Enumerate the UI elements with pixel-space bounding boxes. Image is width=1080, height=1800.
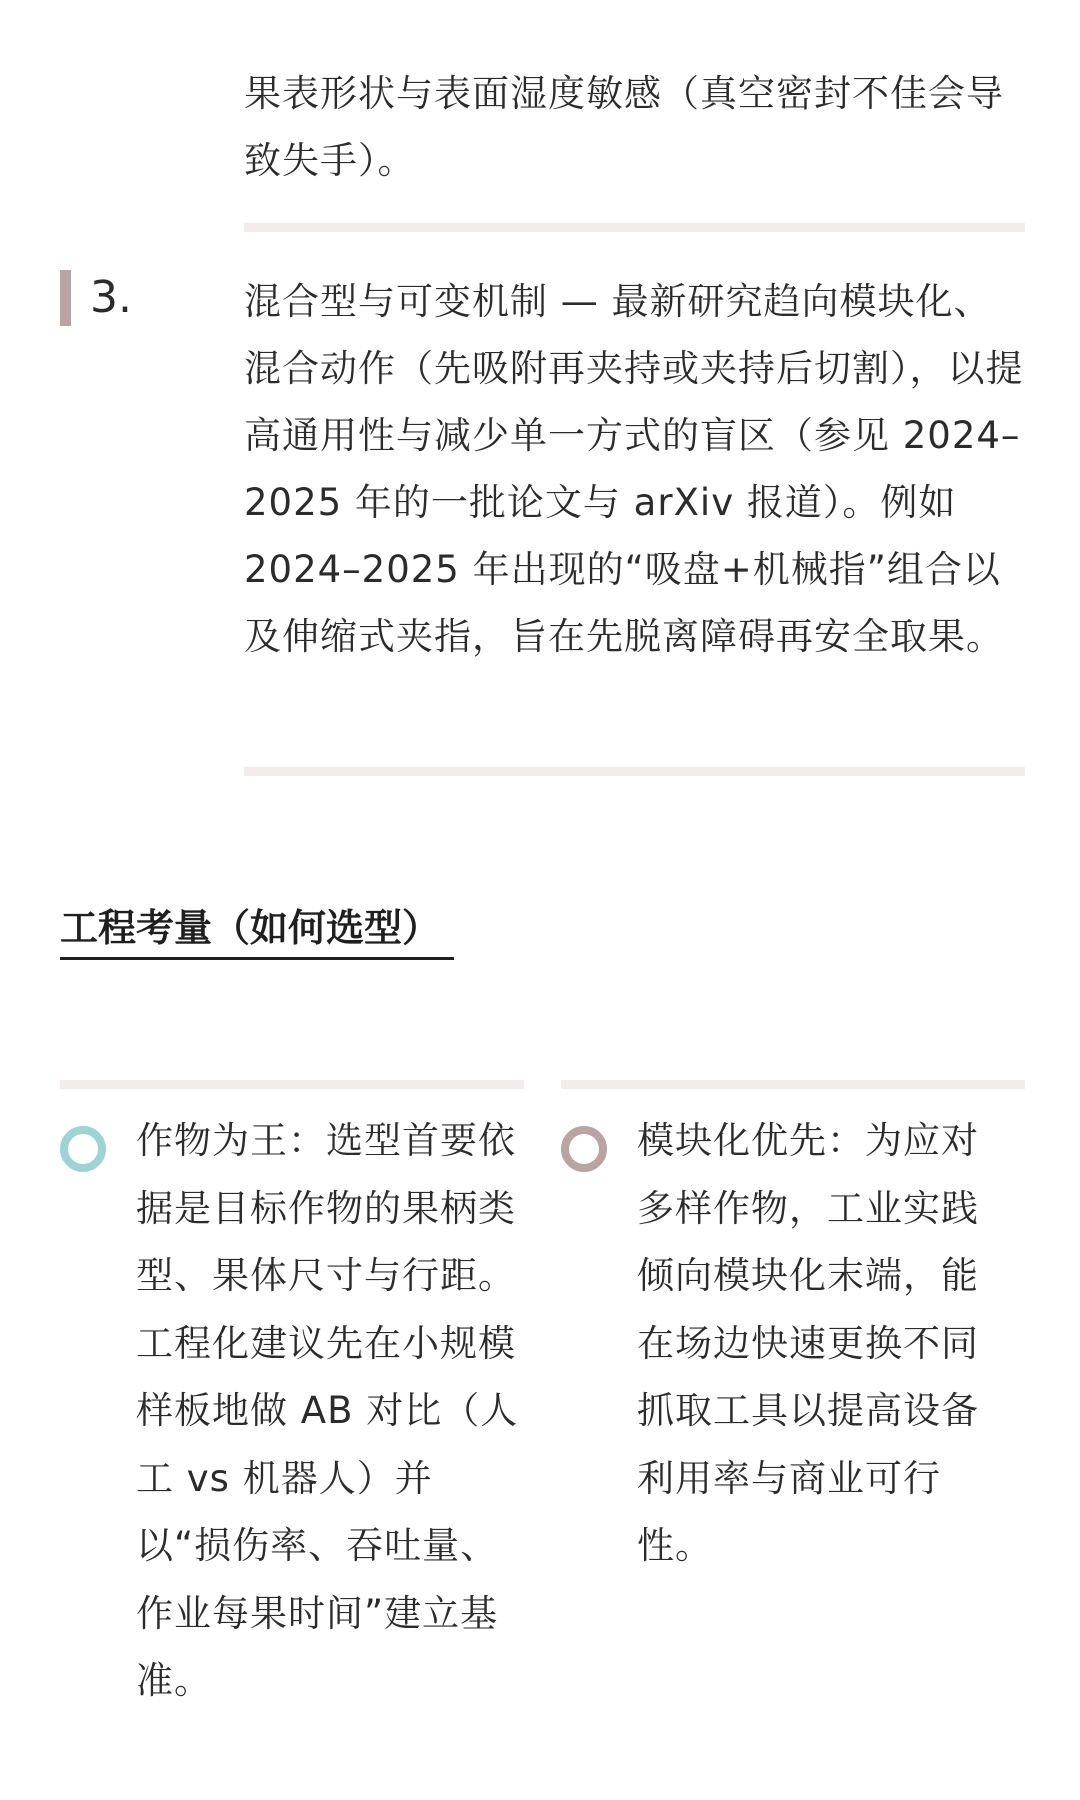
mauve-circle-icon (561, 1126, 607, 1172)
card-top-border (561, 1080, 1025, 1089)
section-heading: 工程考量（如何选型） (60, 906, 441, 950)
item-3-text: 混合型与可变机制 — 最新研究趋向模块化、混合动作（先吸附再夹持或夹持后切割），以提高通用性与减少单一方式的盲区（参见 2024–2025 年的一批论文与 arXiv 报道）。例如 2024–2025 年出现的“吸盘+机械指”组合以及伸缩式夹指，旨在先脱离障碍再安全取果。 (244, 280, 1024, 658)
teal-circle-icon (60, 1126, 106, 1172)
item-divider (244, 767, 1025, 776)
card-text-crop-first: 作物为王：选型首要依据是目标作物的果柄类型、果体尺寸与行距。工程化建议先在小规模样板地做 AB 对比（人工 vs 机器人）并以“损伤率、吞吐量、作业每果时间”建立基准。 (136, 1119, 519, 1702)
item-number: 3. (90, 272, 132, 323)
previous-item-text: 果表形状与表面湿度敏感（真空密封不佳会导致失手）。 (244, 72, 1004, 182)
item-number-accent-bar (60, 270, 71, 326)
item-divider (244, 223, 1025, 232)
card-text-modular-first: 模块化优先：为应对多样作物，工业实践倾向模块化末端，能在场边快速更换不同抓取工具以提高设备利用率与商业可行性。 (637, 1119, 979, 1567)
card-top-border (60, 1080, 524, 1089)
section-heading-underline (60, 957, 454, 960)
